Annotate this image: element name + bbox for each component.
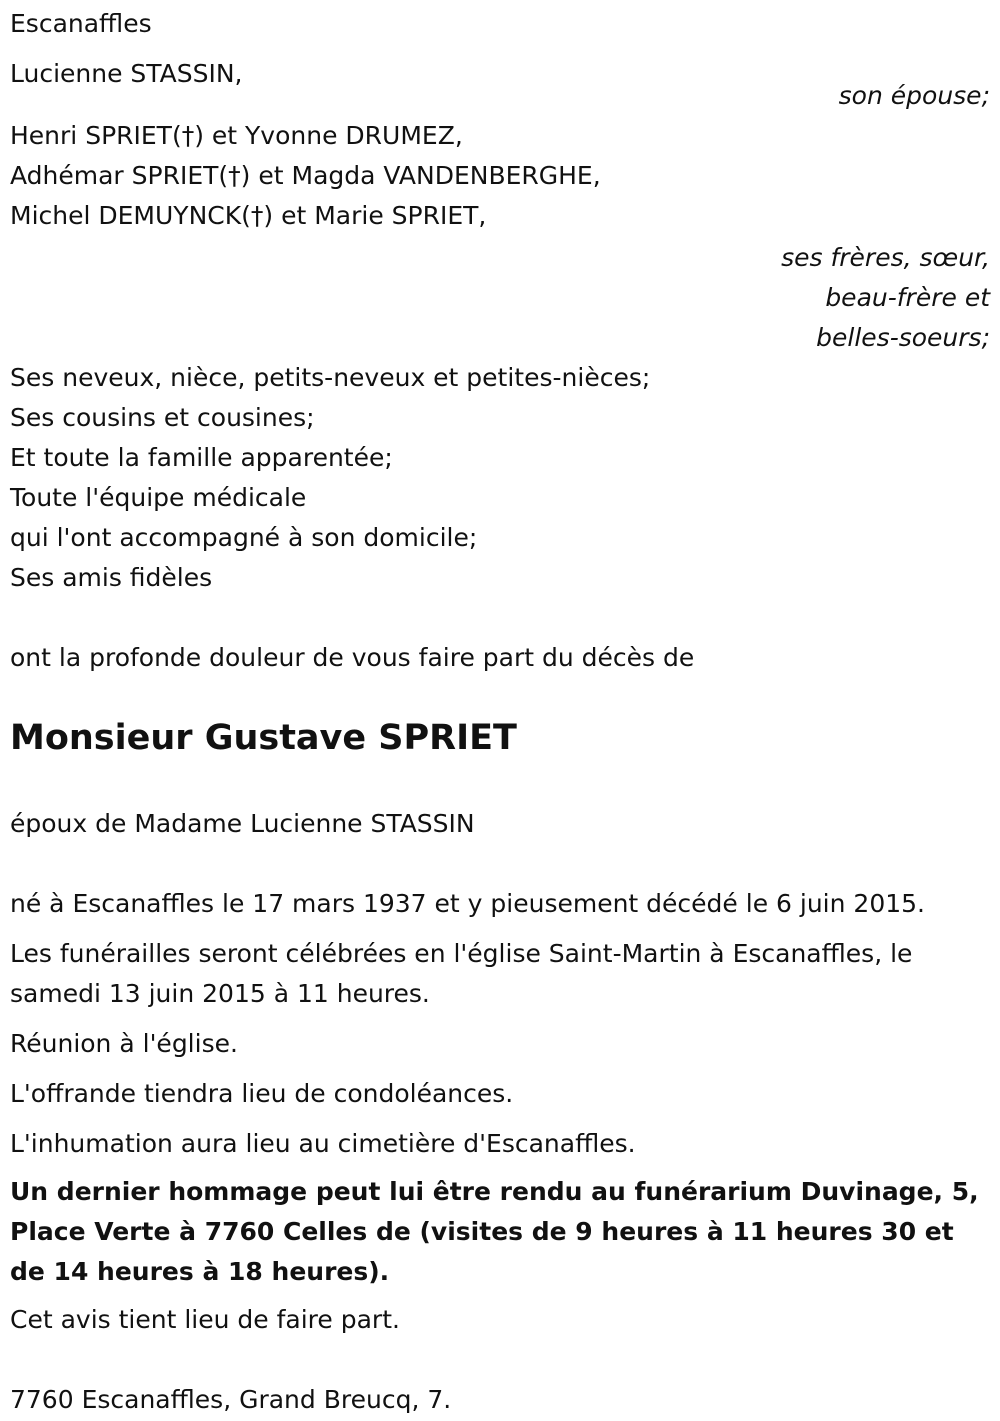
burial-text: L'inhumation aura lieu au cimetière d'Escanaffles. [10,1129,636,1158]
place-header: Escanaffles [10,9,152,38]
sibling-line: Michel DEMUYNCK(†) et Marie SPRIET, [10,201,487,230]
obituary-notice [10,4,990,1420]
address-text: 7760 Escanaffles, Grand Breucq, 7. [10,1385,452,1414]
siblings-relation-line: belles-soeurs; [816,323,990,352]
spouse-relation: son épouse; [838,81,990,110]
announcement-text: ont la profonde douleur de vous faire part du décès de [10,643,695,672]
meeting-text: Réunion à l'église. [10,1029,238,1058]
tribute-text: Un dernier hommage peut lui être rendu au funérarium Duvinage, 5, Place Verte à 7760 Celles de (visites de 9 heures à 11 heures 30 et de 14 heures à 18 heures). [10,1177,979,1286]
family-line: Ses cousins et cousines; [10,403,315,432]
siblings-relation-line: beau-frère et [825,283,990,312]
family-line: Ses neveux, nièce, petits-neveux et petites-nièces; [10,363,651,392]
family-line: Ses amis fidèles [10,563,213,592]
notice-text: Cet avis tient lieu de faire part. [10,1305,400,1334]
sibling-line: Henri SPRIET(†) et Yvonne DRUMEZ, [10,121,463,150]
family-line: Et toute la famille apparentée; [10,443,393,472]
family-line: qui l'ont accompagné à son domicile; [10,523,478,552]
birth-death-text: né à Escanaffles le 17 mars 1937 et y pieusement décédé le 6 juin 2015. [10,889,925,918]
funeral-text: Les funérailles seront célébrées en l'église Saint-Martin à Escanaffles, le samedi 13 juin 2015 à 11 heures. [10,939,913,1008]
siblings-relation-line: ses frères, sœur, [781,243,990,272]
deceased-spouse-of: époux de Madame Lucienne STASSIN [10,809,475,838]
family-line: Toute l'équipe médicale [10,483,307,512]
spouse-name: Lucienne STASSIN, [10,59,243,88]
sibling-line: Adhémar SPRIET(†) et Magda VANDENBERGHE, [10,161,601,190]
offering-text: L'offrande tiendra lieu de condoléances. [10,1079,514,1108]
deceased-name: Monsieur Gustave SPRIET [10,718,517,758]
